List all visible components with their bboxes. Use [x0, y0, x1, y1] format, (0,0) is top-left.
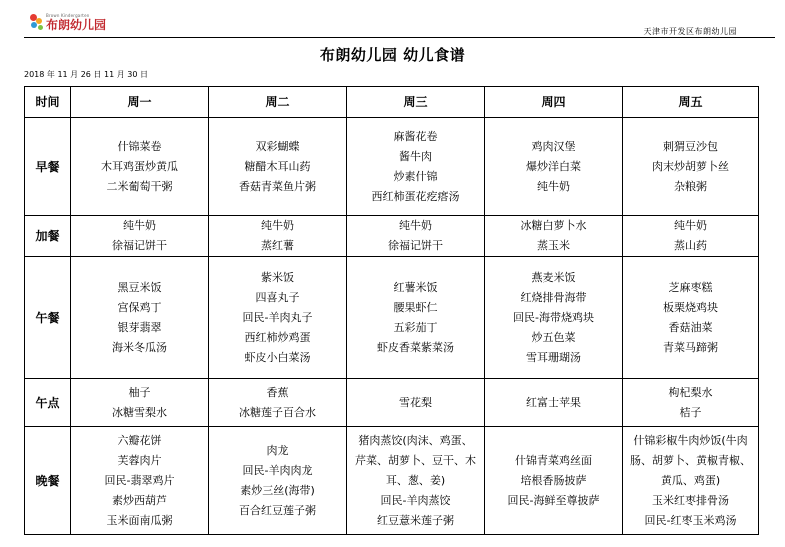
- dish-item: 回民-海带烧鸡块: [513, 310, 594, 324]
- menu-row-snack: [25, 216, 759, 257]
- dish-item: 什锦青菜鸡丝面: [515, 453, 592, 467]
- school-logo: [28, 10, 106, 34]
- dish-item: 红豆薏米莲子粥: [377, 513, 454, 527]
- dish-item: 素炒西葫芦: [112, 493, 167, 507]
- dish-item: 红富士苹果: [526, 395, 581, 409]
- column-header-monday: 周一: [71, 87, 209, 118]
- dish-item: 刺猬豆沙包: [663, 139, 718, 153]
- menu-table: [24, 86, 759, 535]
- column-header-tuesday: 周二: [209, 87, 347, 118]
- dish-item: 徐福记饼干: [112, 239, 167, 252]
- dish-item: 冰糖雪梨水: [112, 405, 167, 419]
- menu-cell-thursday: [485, 216, 623, 257]
- dish-item: 什锦菜卷: [117, 139, 162, 153]
- dish-item: 回民-羊肉肉龙: [242, 463, 313, 477]
- dish-item: 回民-羊肉丸子: [242, 310, 313, 324]
- dish-item: 回民-羊肉蒸饺: [380, 493, 451, 507]
- dish-item: 香菇油菜: [668, 320, 713, 334]
- dish-item: 纯牛奶: [674, 219, 707, 232]
- dish-item: 六瓣花饼: [117, 433, 162, 447]
- dish-item: 红薯米饭: [393, 280, 438, 294]
- menu-cell-monday: [71, 257, 209, 379]
- menu-cell-tuesday: [209, 216, 347, 257]
- menu-row-lunch: [25, 257, 759, 379]
- dish-item: 鸡肉汉堡: [531, 139, 576, 153]
- menu-cell-monday: [71, 427, 209, 535]
- dish-item: 雪耳珊瑚汤: [526, 350, 581, 364]
- dish-item: 徐福记饼干: [388, 239, 443, 252]
- dish-item: 宫保鸡丁: [117, 300, 162, 314]
- menu-cell-thursday: [485, 427, 623, 535]
- meal-label: 加餐: [25, 216, 71, 257]
- dish-item: 桔子: [679, 405, 702, 419]
- dish-item: 玉米面南瓜粥: [106, 513, 173, 527]
- dish-item: 猪肉蒸饺(肉沫、鸡蛋、芹菜、胡萝卜、豆干、木耳、葱、姜): [355, 433, 476, 487]
- dish-item: 香蕉: [266, 385, 289, 399]
- menu-cell-thursday: [485, 379, 623, 427]
- dish-item: 五彩茄丁: [393, 320, 438, 334]
- dish-item: 虾皮小白菜汤: [244, 350, 311, 364]
- column-header-thursday: 周四: [485, 87, 623, 118]
- menu-cell-wednesday: [347, 216, 485, 257]
- menu-cell-tuesday: [209, 427, 347, 535]
- dish-item: 西红柿炒鸡蛋: [244, 330, 311, 344]
- dish-item: 蒸红薯: [261, 239, 294, 252]
- dish-item: 黑豆米饭: [117, 280, 162, 294]
- dish-item: 肉末炒胡萝卜丝: [652, 159, 729, 173]
- dish-item: 芝麻枣糕: [668, 280, 713, 294]
- meal-label: 午点: [25, 379, 71, 427]
- dish-item: 纯牛奶: [537, 179, 570, 193]
- dish-item: 酱牛肉: [399, 149, 432, 163]
- column-header-wednesday: 周三: [347, 87, 485, 118]
- dish-item: 西红柿蛋花疙瘩汤: [371, 189, 460, 203]
- dish-item: 纯牛奶: [123, 219, 156, 232]
- menu-cell-wednesday: [347, 427, 485, 535]
- dish-item: 燕麦米饭: [531, 270, 576, 284]
- menu-cell-wednesday: [347, 257, 485, 379]
- menu-cell-friday: [623, 118, 759, 216]
- menu-cell-friday: [623, 427, 759, 535]
- column-header-time: 时间: [25, 87, 71, 118]
- page-title: 布朗幼儿园 幼儿食谱: [319, 46, 466, 64]
- dish-item: 百合红豆莲子粥: [239, 503, 316, 517]
- menu-cell-monday: [71, 118, 209, 216]
- header-divider: [24, 37, 775, 38]
- menu-cell-tuesday: [209, 118, 347, 216]
- dish-item: 肉龙: [266, 443, 289, 457]
- dish-item: 纯牛奶: [261, 219, 294, 232]
- menu-cell-thursday: [485, 118, 623, 216]
- header-row: [25, 87, 759, 118]
- logo-flower-icon: [28, 12, 44, 32]
- dish-item: 炒五色菜: [531, 330, 576, 344]
- menu-cell-monday: [71, 379, 209, 427]
- dish-item: 爆炒洋白菜: [526, 159, 581, 173]
- dish-item: 培根香肠披萨: [520, 473, 587, 487]
- meal-label: 晚餐: [25, 427, 71, 535]
- dish-item: 板栗烧鸡块: [663, 300, 718, 314]
- dish-item: 红烧排骨海带: [520, 290, 587, 304]
- menu-cell-tuesday: [209, 379, 347, 427]
- dish-item: 腰果虾仁: [393, 300, 438, 314]
- dish-item: 香菇青菜鱼片粥: [239, 179, 316, 193]
- dish-item: 回民-红枣玉米鸡汤: [644, 513, 737, 527]
- dish-item: 回民-翡翠鸡片: [104, 473, 175, 487]
- dish-item: 回民-海鲜至尊披萨: [507, 493, 600, 507]
- header-school-name: 天津市开发区布朗幼儿园: [643, 27, 737, 36]
- dish-item: 紫米饭: [261, 270, 294, 284]
- dish-item: 炒素什锦: [393, 169, 438, 183]
- dish-item: 青菜马蹄粥: [663, 340, 718, 354]
- column-header-friday: 周五: [623, 87, 759, 118]
- dish-item: 糖醋木耳山药: [244, 159, 311, 173]
- dish-item: 纯牛奶: [399, 219, 432, 232]
- menu-cell-tuesday: [209, 257, 347, 379]
- dish-item: 玉米红枣排骨汤: [652, 493, 729, 507]
- menu-cell-friday: [623, 216, 759, 257]
- dish-item: 银芽翡翠: [117, 320, 162, 334]
- menu-row-dinner: [25, 427, 759, 535]
- menu-cell-thursday: [485, 257, 623, 379]
- dish-item: 木耳鸡蛋炒黄瓜: [101, 159, 178, 173]
- logo-english-text: Brown Kindergarten: [46, 12, 90, 18]
- menu-cell-wednesday: [347, 379, 485, 427]
- logo-chinese-text: 布朗幼儿园: [46, 17, 107, 32]
- dish-item: 柚子: [128, 385, 151, 399]
- meal-label: 午餐: [25, 257, 71, 379]
- date-range: 2018 年 11 月 26 日 11 月 30 日: [24, 70, 148, 79]
- menu-row-afternoon-snack: [25, 379, 759, 427]
- dish-item: 冰糖莲子百合水: [239, 405, 316, 419]
- dish-item: 冰糖白萝卜水: [520, 219, 587, 232]
- dish-item: 海米冬瓜汤: [112, 340, 167, 354]
- dish-item: 双彩蝴蝶: [255, 139, 300, 153]
- dish-item: 什锦彩椒牛肉炒饭(牛肉肠、胡萝卜、黄椒青椒、黄瓜、鸡蛋): [630, 433, 751, 487]
- dish-item: 二米葡萄干粥: [106, 179, 173, 193]
- dish-item: 四喜丸子: [255, 290, 300, 304]
- dish-item: 雪花梨: [399, 395, 432, 409]
- dish-item: 杂粮粥: [674, 179, 707, 193]
- dish-item: 芙蓉肉片: [117, 453, 162, 467]
- menu-row-breakfast: [25, 118, 759, 216]
- menu-cell-friday: [623, 257, 759, 379]
- meal-label: 早餐: [25, 118, 71, 216]
- dish-item: 虾皮香菜紫菜汤: [377, 340, 454, 354]
- menu-cell-wednesday: [347, 118, 485, 216]
- menu-cell-friday: [623, 379, 759, 427]
- dish-item: 素炒三丝(海带): [240, 483, 315, 497]
- menu-cell-monday: [71, 216, 209, 257]
- dish-item: 麻酱花卷: [393, 129, 438, 143]
- dish-item: 蒸山药: [674, 239, 707, 252]
- dish-item: 蒸玉米: [537, 239, 570, 252]
- dish-item: 枸杞梨水: [668, 385, 713, 399]
